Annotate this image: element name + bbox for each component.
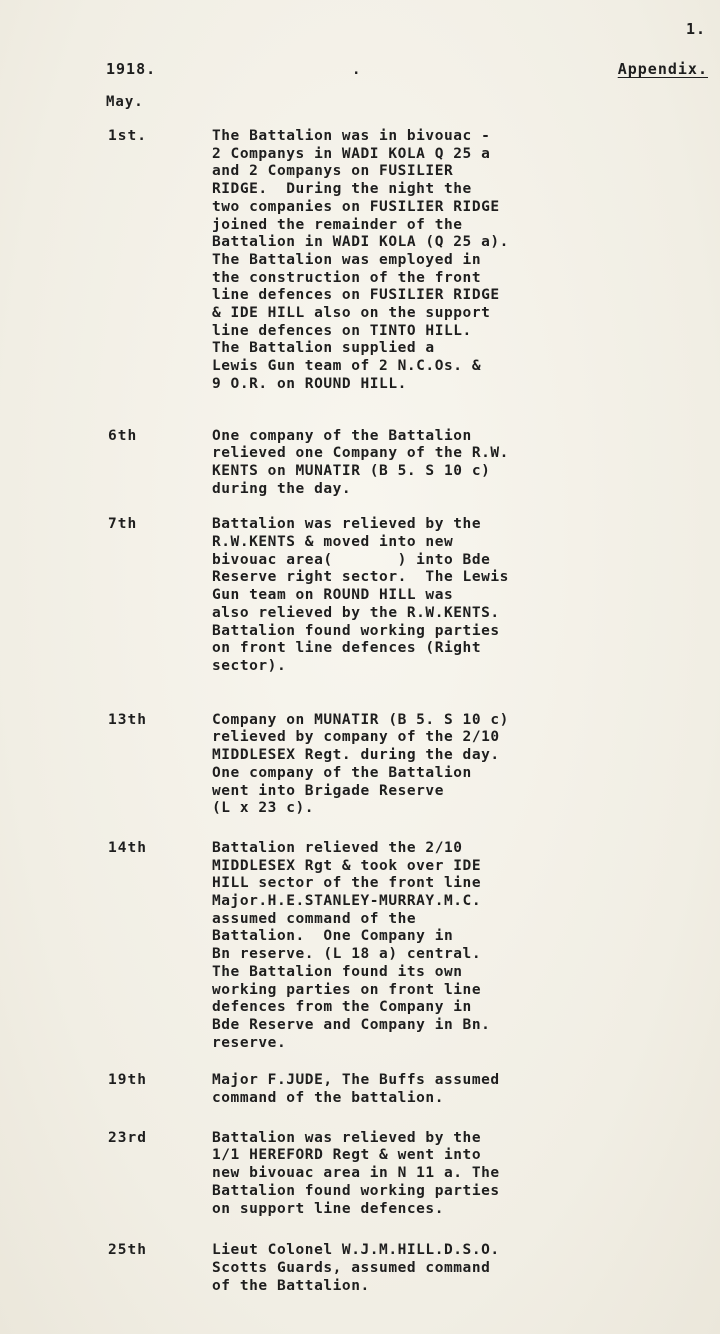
entry-text bbox=[212, 712, 582, 818]
entry-date: 6th bbox=[108, 427, 138, 444]
entry-line: Bn reserve. (L 18 a) central. bbox=[212, 946, 482, 963]
entry-line: One company of the Battalion bbox=[212, 427, 472, 444]
entry-date: 19th bbox=[108, 1072, 147, 1089]
entry-line: & IDE HILL also on the support bbox=[212, 305, 491, 322]
diary-entry bbox=[0, 428, 720, 499]
entry-line: also relieved by the R.W.KENTS. bbox=[212, 604, 500, 621]
entry-line: relieved by company of the 2/10 bbox=[212, 729, 500, 746]
entry-date: 25th bbox=[108, 1242, 147, 1259]
entry-line: two companies on FUSILIER RIDGE bbox=[212, 198, 500, 215]
entry-line: reserve. bbox=[212, 1034, 287, 1051]
entry-text bbox=[212, 1130, 582, 1219]
entry-date: 13th bbox=[108, 711, 147, 728]
diary-entry bbox=[0, 712, 720, 818]
year-heading: 1918. bbox=[106, 60, 157, 78]
entry-date: 14th bbox=[108, 839, 147, 856]
entry-line: Battalion. One Company in bbox=[212, 928, 454, 945]
entry-line: of the Battalion. bbox=[212, 1277, 370, 1294]
diary-entry bbox=[0, 1130, 720, 1219]
entry-line: Lieut Colonel W.J.M.HILL.D.S.O. bbox=[212, 1242, 500, 1259]
entry-line: Battalion found working parties bbox=[212, 622, 500, 639]
diary-entries bbox=[0, 128, 720, 1295]
entry-line: Battalion was relieved by the bbox=[212, 516, 482, 533]
month-heading: May. bbox=[106, 94, 144, 110]
entry-line: KENTS on MUNATIR (B 5. S 10 c) bbox=[212, 462, 491, 479]
entry-line: joined the remainder of the bbox=[212, 216, 463, 233]
entry-text bbox=[212, 840, 582, 1052]
entry-line: 1/1 HEREFORD Regt & went into bbox=[212, 1147, 482, 1164]
entry-line: sector). bbox=[212, 657, 287, 674]
diary-entry bbox=[0, 1242, 720, 1295]
entry-line: line defences on FUSILIER RIDGE bbox=[212, 287, 500, 304]
entry-text bbox=[212, 1072, 582, 1107]
entry-line: The Battalion supplied a bbox=[212, 340, 435, 357]
entry-line: the construction of the front bbox=[212, 269, 482, 286]
entry-text bbox=[212, 1242, 582, 1295]
entry-line: bivouac area( ) into Bde bbox=[212, 551, 491, 568]
entry-line: MIDDLESEX Rgt & took over IDE bbox=[212, 857, 482, 874]
entry-line: Major.H.E.STANLEY-MURRAY.M.C. bbox=[212, 893, 482, 910]
entry-text bbox=[212, 516, 582, 675]
stray-mark: . bbox=[352, 62, 361, 78]
entry-line: went into Brigade Reserve bbox=[212, 782, 444, 799]
entry-line: command of the battalion. bbox=[212, 1090, 444, 1107]
entry-line: on support line defences. bbox=[212, 1200, 444, 1217]
entry-line: 9 O.R. on ROUND HILL. bbox=[212, 375, 407, 392]
entry-line: working parties on front line bbox=[212, 981, 482, 998]
entry-line: Scotts Guards, assumed command bbox=[212, 1259, 491, 1276]
entry-line: R.W.KENTS & moved into new bbox=[212, 534, 454, 551]
entry-line: during the day. bbox=[212, 480, 352, 497]
entry-line: Reserve right sector. The Lewis bbox=[212, 569, 509, 586]
entry-line: The Battalion found its own bbox=[212, 963, 463, 980]
entry-line: and 2 Companys on FUSILIER bbox=[212, 163, 454, 180]
entry-line: new bivouac area in N 11 a. The bbox=[212, 1165, 500, 1182]
entry-line: (L x 23 c). bbox=[212, 800, 315, 817]
entry-line: The Battalion was employed in bbox=[212, 251, 482, 268]
appendix-heading: Appendix. bbox=[617, 60, 708, 78]
diary-entry bbox=[0, 516, 720, 675]
entry-text bbox=[212, 128, 582, 394]
entry-date: 1st. bbox=[108, 128, 147, 144]
page-number: 1. bbox=[685, 20, 706, 38]
entry-line: Company on MUNATIR (B 5. S 10 c) bbox=[212, 711, 509, 728]
entry-line: defences from the Company in bbox=[212, 999, 472, 1016]
entry-line: Lewis Gun team of 2 N.C.Os. & bbox=[212, 358, 482, 375]
entry-date: 7th bbox=[108, 516, 138, 533]
entry-line: Gun team on ROUND HILL was bbox=[212, 587, 454, 604]
diary-entry bbox=[0, 128, 720, 394]
entry-line: on front line defences (Right bbox=[212, 640, 482, 657]
entry-line: assumed command of the bbox=[212, 910, 417, 927]
entry-line: Major F.JUDE, The Buffs assumed bbox=[212, 1072, 500, 1089]
entry-line: HILL sector of the front line bbox=[212, 875, 482, 892]
entry-line: Battalion relieved the 2/10 bbox=[212, 839, 463, 856]
entry-line: relieved one Company of the R.W. bbox=[212, 445, 509, 462]
diary-entry bbox=[0, 1072, 720, 1107]
entry-line: RIDGE. During the night the bbox=[212, 181, 472, 198]
entry-line: 2 Companys in WADI KOLA Q 25 a bbox=[212, 145, 491, 162]
diary-entry bbox=[0, 840, 720, 1052]
entry-line: Battalion was relieved by the bbox=[212, 1129, 482, 1146]
entry-line: MIDDLESEX Regt. during the day. bbox=[212, 747, 500, 764]
entry-date: 23rd bbox=[108, 1129, 147, 1146]
entry-line: Bde Reserve and Company in Bn. bbox=[212, 1016, 491, 1033]
entry-line: Battalion in WADI KOLA (Q 25 a). bbox=[212, 234, 509, 251]
entry-line: The Battalion was in bivouac - bbox=[212, 128, 491, 144]
entry-text bbox=[212, 428, 582, 499]
entry-line: Battalion found working parties bbox=[212, 1182, 500, 1199]
entry-line: line defences on TINTO HILL. bbox=[212, 322, 472, 339]
entry-line: One company of the Battalion bbox=[212, 764, 472, 781]
